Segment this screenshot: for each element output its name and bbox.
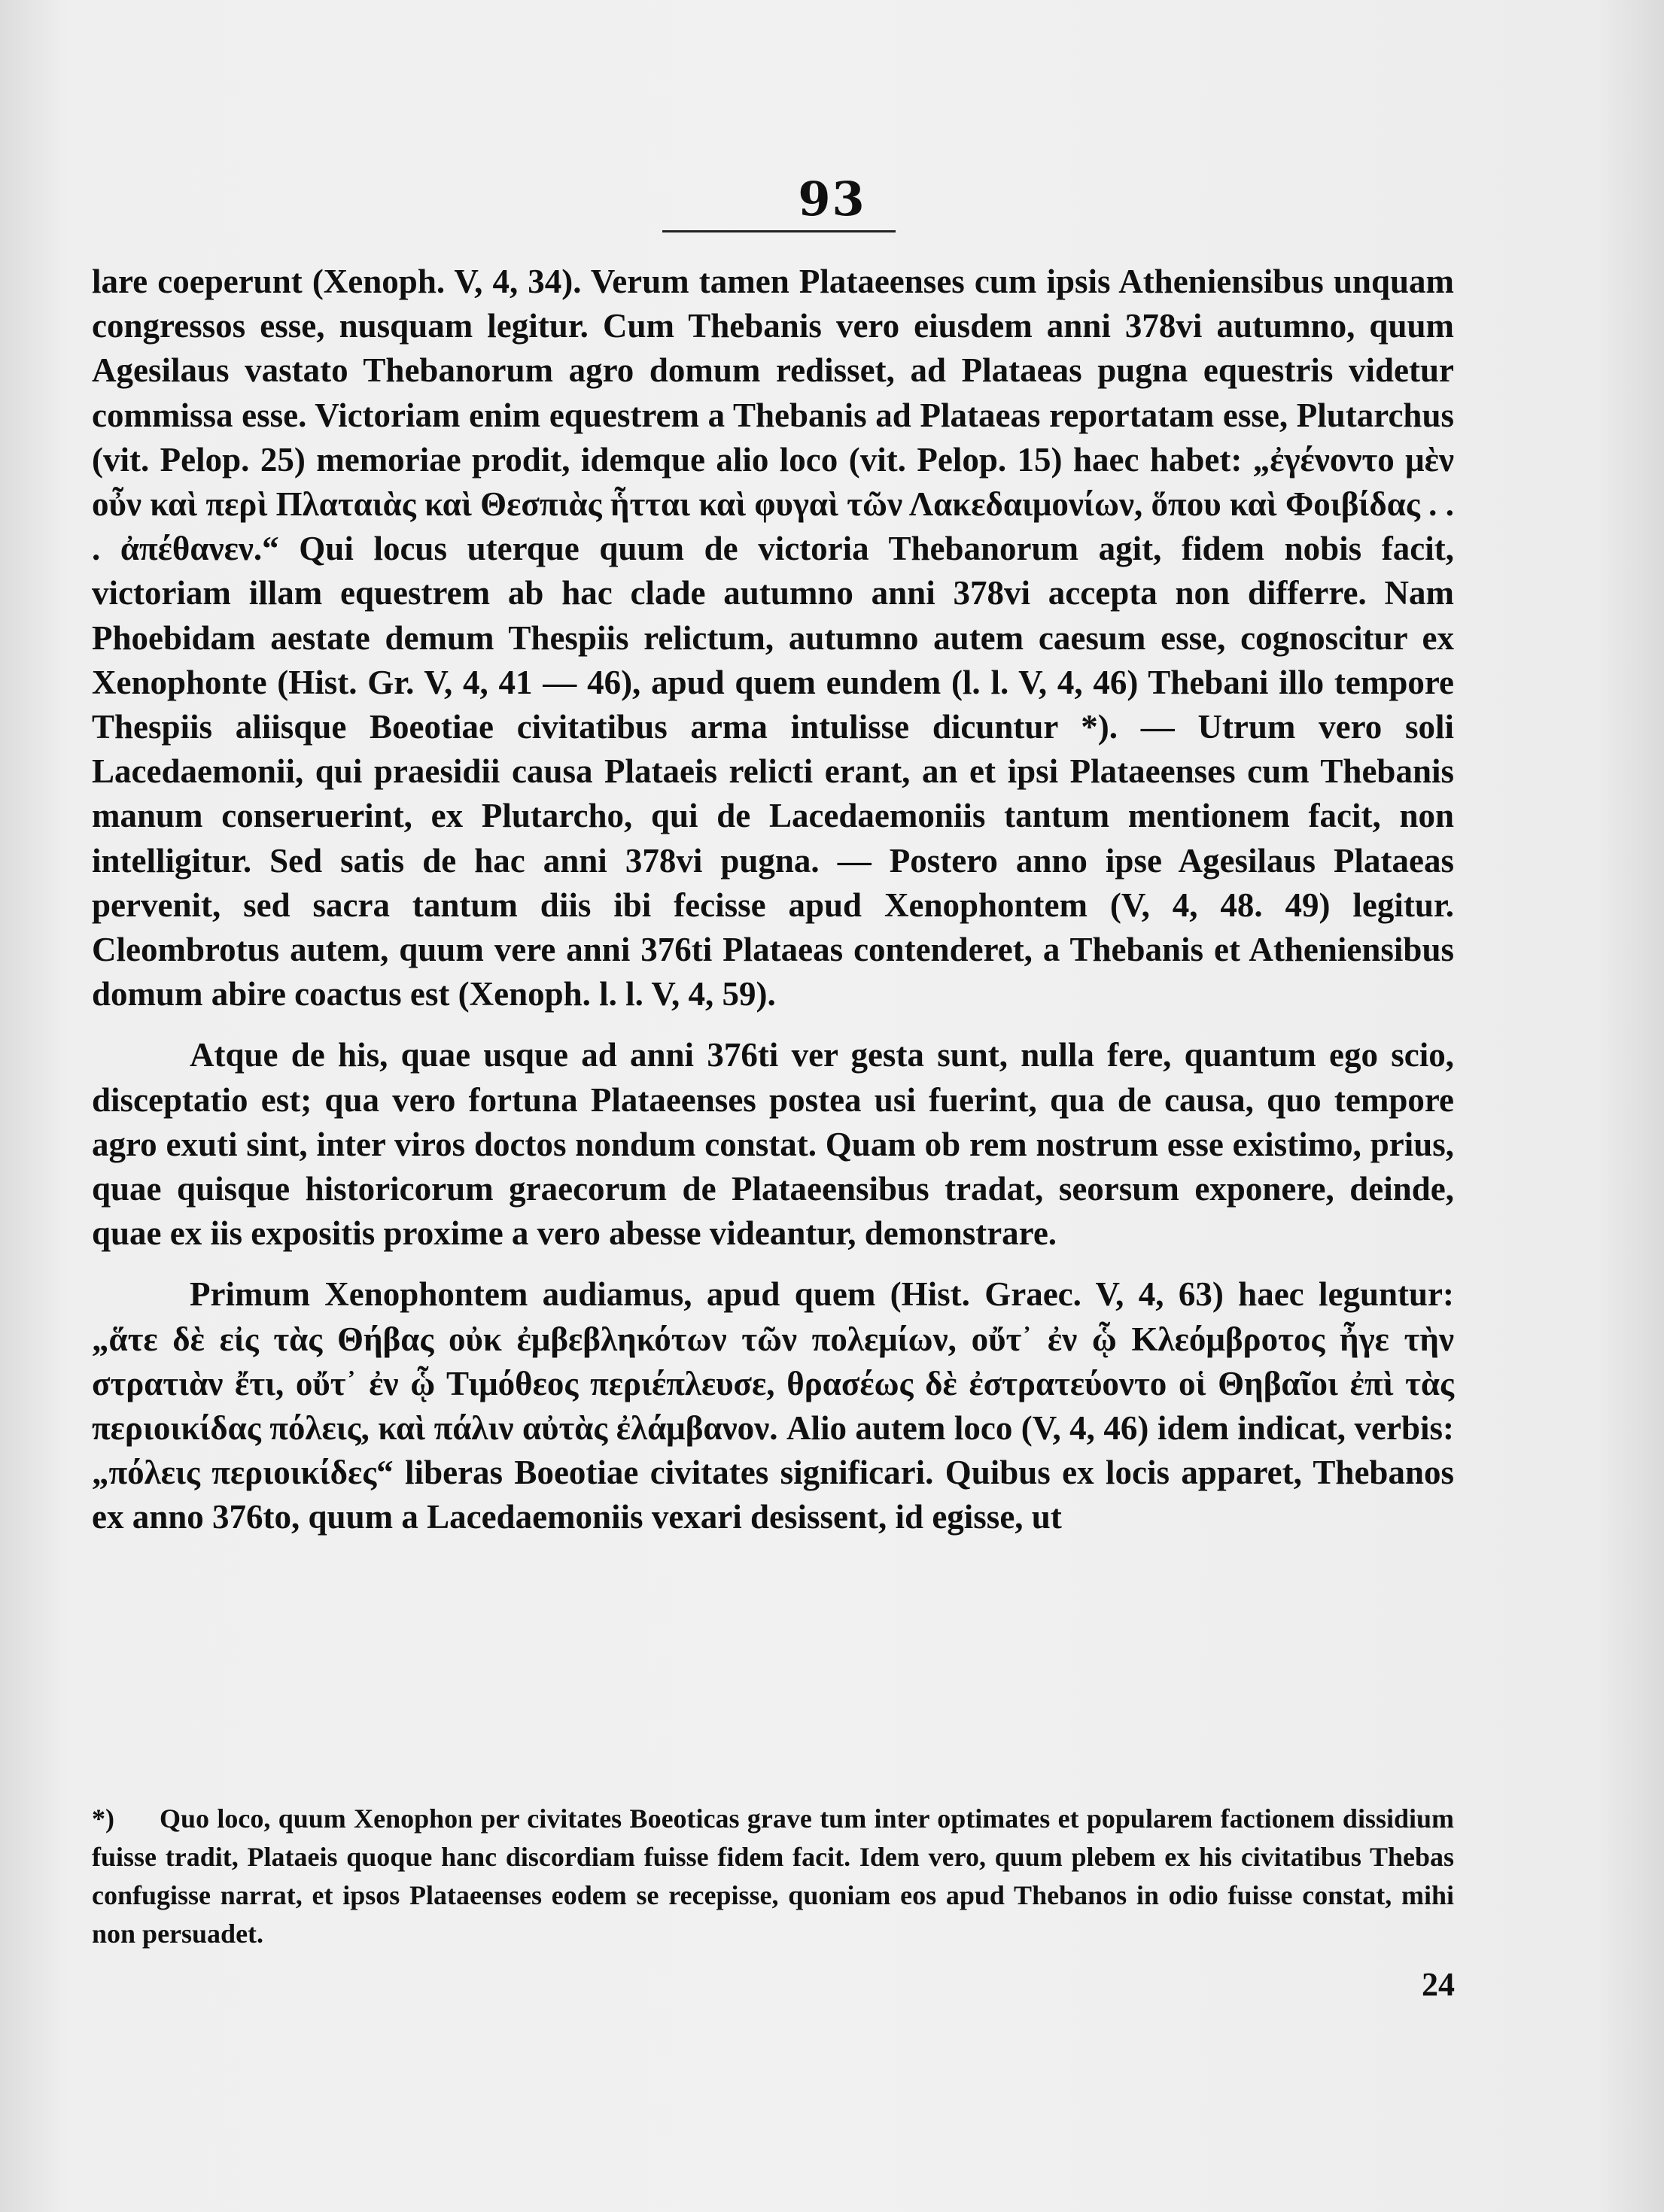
- header-rule: [662, 230, 896, 232]
- paragraph-3: Primum Xenophontem audiamus, apud quem (Hist. Graec. V, 4, 63) haec leguntur: „ἅτε δὲ εἰς τὰς Θήβας οὐκ ἐμβεβληκότων τῶν πολεμίων, οὔτ᾽ ἐν ᾧ Κλεόμβροτος ἦγε τὴν στρατιὰν ἔτι, οὔτ᾽ ἐν ᾧ Τιμόθεος περιέπλευσε, θρασέως δὲ ἐστρατεύοντο οἱ Θηβαῖοι ἐπὶ τὰς περιοικίδας πόλεις, καὶ πάλιν αὐτὰς ἐλάμβανον. Alio autem loco (V, 4, 46) idem indicat, verbis: „πόλεις περιοικίδες“ liberas Boeotiae civitates significari. Quibus ex locis apparet, Thebanos ex anno 376to, quum a Lacedaemoniis vexari desissent, id egisse, ut: [92, 1275, 1454, 1536]
- signature-mark: 24: [1422, 1966, 1455, 2003]
- page-number: 93: [798, 172, 866, 226]
- paragraph-1: lare coeperunt (Xenoph. V, 4, 34). Verum tamen Plataeenses cum ipsis Atheniensibus unquam congressos esse, nusquam legitur. Cum Thebanis vero eiusdem anni 378vi autumno, quum Agesilaus vastato Thebanorum agro domum redisset, ad Plataeas pugna equestris videtur commissa esse. Victoriam enim equestrem a Thebanis ad Plataeas reportatam esse, Plutarchus (vit. Pelop. 25) memoriae prodit, idemque alio loco (vit. Pelop. 15) haec habet: „ἐγένοντο μὲν οὖν καὶ περὶ Πλαταιὰς καὶ Θεσπιὰς ἧτται καὶ φυγαὶ τῶν Λακεδαιμονίων, ὅπου καὶ Φοιβίδας . . . ἀπέθανεν.“ Qui locus uterque quum de victoria Thebanorum agit, fidem nobis facit, victoriam illam equestrem ab hac clade autumno anni 378vi accepta non differre. Nam Phoebidam aestate demum Thespiis relictum, autumno autem caesum esse, cognoscitur ex Xenophonte (Hist. Gr. V, 4, 41 — 46), apud quem eundem (l. l. V, 4, 46) Thebani illo tempore Thespiis aliisque Boeotiae civitatibus arma intulisse dicuntur *). — Utrum vero soli Lacedaemonii, qui praesidii causa Plataeis relicti erant, an et ipsi Plataeenses cum Thebanis manum conseruerint, ex Plutarcho, qui de Lacedaemoniis tantum mentionem facit, non intelligitur. Sed satis de hac anni 378vi pugna. — Postero anno ipse Agesilaus Plataeas pervenit, sed sacra tantum diis ibi fecisse apud Xenophontem (V, 4, 48. 49) legitur. Cleombrotus autem, quum vere anni 376ti Plataeas contenderet, a Thebanis et Atheniensibus domum abire coactus est (Xenoph. l. l. V, 4, 59).: [92, 263, 1454, 1013]
- body-text: [92, 260, 1454, 1557]
- footnote: [92, 1800, 1454, 1953]
- footnote-marker: *): [92, 1803, 114, 1834]
- footnote-text: Quo loco, quum Xenophon per civitates Boeoticas grave tum inter optimates et popularem factionem dissidium fuisse tradit, Plataeis quoque hanc discordiam fuisse fidem facit. Idem vero, quum plebem ex his civitatibus Thebas confugisse narrat, et ipsos Plataeenses eodem se recepisse, quoniam eos apud Thebanos in odio fuisse constat, mihi non persuadet.: [92, 1803, 1454, 1949]
- paragraph-2: Atque de his, quae usque ad anni 376ti ver gesta sunt, nulla fere, quantum ego scio, disceptatio est; qua vero fortuna Plataeenses postea usi fuerint, qua de causa, quo tempore agro exuti sint, inter viros doctos nondum constat. Quam ob rem nostrum esse existimo, prius, quae quisque historicorum graecorum de Plataeensibus tradat, seorsum exponere, deinde, quae ex iis expositis proxime a vero abesse videantur, demonstrare.: [92, 1036, 1454, 1253]
